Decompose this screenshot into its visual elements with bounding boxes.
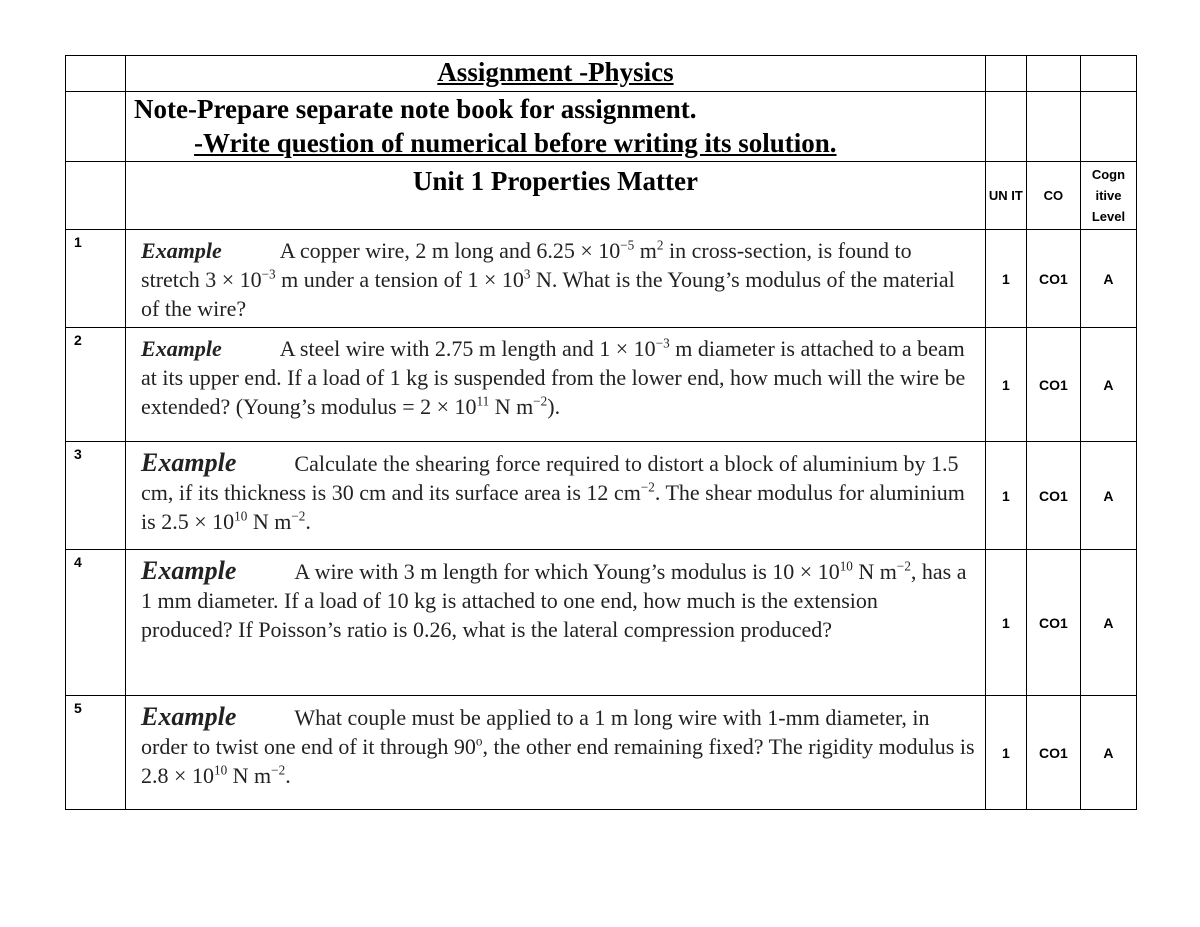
- cognitive-level-cell: A: [1080, 328, 1136, 442]
- superscript: 10: [234, 508, 248, 524]
- example-label: Example: [141, 556, 237, 585]
- question-number: 5: [66, 696, 126, 810]
- unit-title: Unit 1 Properties Matter: [412, 166, 699, 196]
- question-text: Example What couple must be applied to a 1 m long wire with 1-mm diameter, in order to twist one end of it through 90$^o$, the other end remaining fixed? The rigidity modulus is $2.8 \times 10^{10}$ N $m^{-2}$.: [126, 696, 986, 810]
- unit-header-row: [66, 162, 1137, 230]
- question-number: 1: [66, 230, 126, 328]
- assignment-title: Assignment -Physics: [437, 57, 674, 87]
- co-column-header: CO: [1026, 162, 1080, 230]
- example-label: Example: [141, 238, 222, 263]
- question-number: 3: [66, 442, 126, 550]
- question-text: Example Calculate the shearing force required to distort a block of aluminium by 1.5 cm, if its thickness is 30 cm and its surface area is 12 $cm^{-2}$. The shear modulus for aluminium is $2.5 \times 10^{10}$ N $m^{-2}$.: [126, 442, 986, 550]
- superscript: −2: [896, 558, 911, 574]
- unit-cell: 1: [985, 550, 1026, 696]
- superscript: 10: [839, 558, 853, 574]
- title-row: [66, 56, 1137, 92]
- question-row: [66, 230, 1137, 328]
- cognitive-level-column-header: Cogn itive Level: [1080, 162, 1136, 230]
- question-row: [66, 442, 1137, 550]
- unit-cell: 1: [985, 328, 1026, 442]
- cognitive-level-cell: A: [1080, 550, 1136, 696]
- cognitive-level-cell: A: [1080, 230, 1136, 328]
- superscript: −2: [533, 393, 548, 409]
- superscript: −2: [640, 479, 655, 495]
- superscript: 10: [213, 762, 228, 778]
- superscript: −2: [271, 762, 286, 778]
- co-cell: CO1: [1026, 230, 1080, 328]
- unit-column-header: UN IT: [985, 162, 1026, 230]
- example-label: Example: [141, 448, 237, 477]
- question-rows: [66, 230, 1137, 810]
- cognitive-level-cell: A: [1080, 442, 1136, 550]
- superscript: 3: [523, 266, 531, 282]
- note-line-2: -Write question of numerical before writing its solution.: [194, 128, 837, 158]
- co-cell: CO1: [1026, 442, 1080, 550]
- question-row: [66, 328, 1137, 442]
- note-row: [66, 92, 1137, 162]
- superscript: −3: [655, 335, 670, 351]
- superscript: o: [475, 733, 483, 749]
- unit-cell: 1: [985, 696, 1026, 810]
- co-cell: CO1: [1026, 328, 1080, 442]
- superscript: −3: [261, 266, 276, 282]
- question-row: [66, 696, 1137, 810]
- question-text: Example A wire with 3 m length for which Young’s modulus is $10 \times 10^{10}$ N $m^{-2}$, has a 1 mm diameter. If a load of 10 kg is attached to one end, how much is the extension produced? If Poisson’s ratio is 0.26, what is the lateral compression produced?: [126, 550, 986, 696]
- superscript: 11: [476, 393, 490, 409]
- example-label: Example: [141, 702, 237, 731]
- question-number: 4: [66, 550, 126, 696]
- question-number: 2: [66, 328, 126, 442]
- co-cell: CO1: [1026, 550, 1080, 696]
- note-line-1: Note-Prepare separate note book for assignment.: [134, 94, 697, 124]
- example-label: Example: [141, 336, 222, 361]
- cognitive-level-cell: A: [1080, 696, 1136, 810]
- unit-cell: 1: [985, 442, 1026, 550]
- superscript: −2: [291, 508, 306, 524]
- superscript: 2: [656, 237, 664, 253]
- question-row: [66, 550, 1137, 696]
- assignment-table: [65, 55, 1137, 810]
- unit-cell: 1: [985, 230, 1026, 328]
- co-cell: CO1: [1026, 696, 1080, 810]
- question-text: Example A copper wire, 2 m long and $6.25 \times 10^{-5}$ $m^2$ in cross-section, is found to stretch $3 \times 10^{-3}$ m under a tension of $1 \times 10^3$ N. What is the Young’s modulus of the material of the wire?: [126, 230, 986, 328]
- question-text: Example A steel wire with 2.75 m length and $1 \times 10^{-3}$ m diameter is attached to a beam at its upper end. If a load of 1 kg is suspended from the lower end, how much will the wire be extended? (Young’s modulus = $2 \times 10^{11}$ N $m^{-2}$).: [126, 328, 986, 442]
- note: [126, 92, 985, 160]
- superscript: −5: [620, 237, 635, 253]
